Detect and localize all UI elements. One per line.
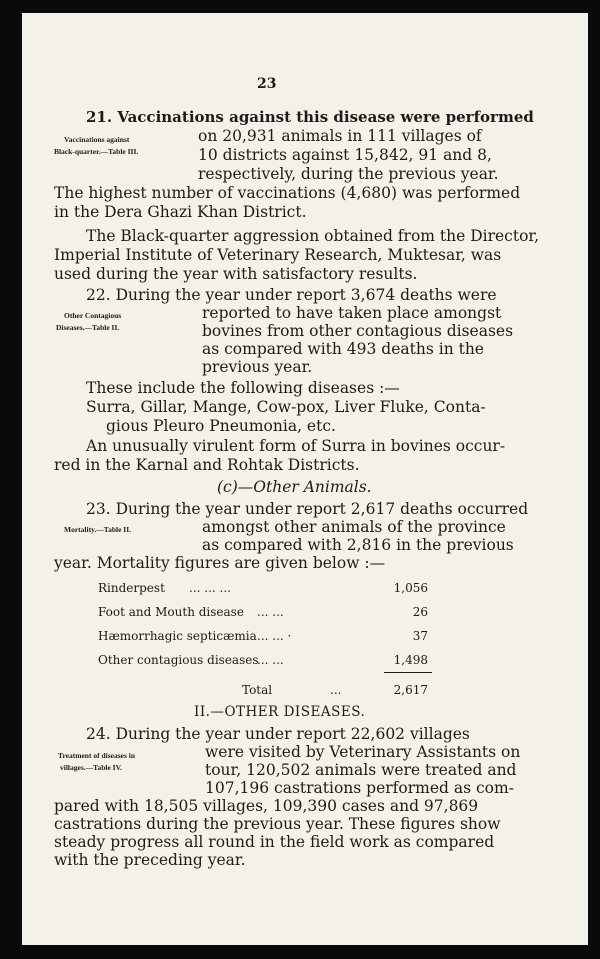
- para-22c-line-1: An unusually virulent form of Surra in bovines occur-: [86, 437, 506, 455]
- para-24-line-1: 24. During the year under report 22,602 villages: [86, 725, 470, 743]
- para-22b-line-1: These include the following diseases :—: [86, 379, 400, 397]
- sidenote-vaccinations-table: Black-quarter.—Table III.: [54, 147, 139, 156]
- mortality-row-dots: ... ...: [257, 605, 284, 619]
- mortality-row-value: 1,498: [393, 653, 428, 667]
- total-rule: [384, 672, 432, 673]
- mortality-row-label: Rinderpest: [98, 581, 165, 595]
- mortality-row-value: 1,056: [393, 581, 428, 595]
- para-22-line-4: as compared with 493 deaths in the: [202, 340, 484, 358]
- sidenote-mortality: Mortality.—Table II.: [64, 525, 132, 534]
- mortality-total-dots: ...: [330, 683, 342, 697]
- para-24-line-5: pared with 18,505 villages, 109,390 cases and 97,869: [54, 797, 479, 815]
- para-21-line-5: The highest number of vaccinations (4,680) was performed: [54, 184, 521, 202]
- subheading-other-animals: (c)—Other Animals.: [217, 478, 372, 496]
- para-23-line-1: 23. During the year under report 2,617 deaths occurred: [86, 500, 529, 518]
- para-21-line-1: 21. Vaccinations against this disease were performed: [86, 108, 534, 126]
- para-21-line-6: in the Dera Ghazi Khan District.: [54, 203, 307, 221]
- para-22b-line-2: Surra, Gillar, Mange, Cow-pox, Liver Fluke, Conta-: [86, 398, 486, 416]
- para-24-line-8: with the preceding year.: [54, 851, 246, 869]
- mortality-total-label: Total: [242, 683, 273, 697]
- document-page: [22, 13, 588, 945]
- para-22-line-3: bovines from other contagious diseases: [202, 322, 514, 340]
- section-heading-other-diseases: II.—OTHER DISEASES.: [194, 704, 366, 720]
- mortality-row-dots: ... ... ...: [189, 581, 231, 595]
- mortality-row-label: Foot and Mouth disease: [98, 605, 244, 619]
- sidenote-vaccinations: Vaccinations against: [64, 135, 130, 144]
- para-23-line-4: year. Mortality figures are given below :—: [54, 554, 386, 572]
- mortality-row-label: Hæmorrhagic septicæmia: [98, 629, 257, 643]
- sidenote-contagious-table: Diseases.—Table II.: [56, 323, 120, 332]
- para-21-line-3: 10 districts against 15,842, 91 and 8,: [198, 146, 492, 164]
- mortality-total-value: 2,617: [393, 683, 428, 697]
- mortality-row-label: Other contagious diseases: [98, 653, 259, 667]
- para-21b-line-2: Imperial Institute of Veterinary Research, Muktesar, was: [54, 246, 502, 264]
- page-number: 23: [257, 76, 277, 92]
- sidenote-treatment-table: villages.—Table IV.: [60, 763, 122, 772]
- para-22-line-2: reported to have taken place amongst: [202, 304, 502, 322]
- sidenote-treatment: Treatment of diseases in: [58, 751, 136, 760]
- para-22-line-5: previous year.: [202, 358, 313, 376]
- para-24-line-7: steady progress all round in the field work as compared: [54, 833, 495, 851]
- mortality-row-value: 26: [412, 605, 428, 619]
- para-23-line-3: as compared with 2,816 in the previous: [202, 536, 514, 554]
- para-22c-line-2: red in the Karnal and Rohtak Districts.: [54, 456, 360, 474]
- mortality-row-value: 37: [412, 629, 428, 643]
- para-22b-line-3: gious Pleuro Pneumonia, etc.: [106, 417, 336, 435]
- para-24-line-3: tour, 120,502 animals were treated and: [205, 761, 517, 779]
- para-21b-line-1: The Black-quarter aggression obtained from the Director,: [86, 227, 540, 245]
- para-21-line-4: respectively, during the previous year.: [198, 165, 499, 183]
- mortality-row-dots: ... ... ·: [257, 629, 292, 643]
- sidenote-contagious: Other Contagious: [64, 311, 122, 320]
- para-22-line-1: 22. During the year under report 3,674 deaths were: [86, 286, 497, 304]
- para-24-line-2: were visited by Veterinary Assistants on: [205, 743, 521, 761]
- mortality-row-dots: ... ...: [257, 653, 284, 667]
- para-24-line-4: 107,196 castrations performed as com-: [205, 779, 514, 797]
- para-24-line-6: castrations during the previous year. These figures show: [54, 815, 501, 833]
- para-21-line-2: on 20,931 animals in 111 villages of: [198, 127, 482, 145]
- para-21b-line-3: used during the year with satisfactory results.: [54, 265, 418, 283]
- para-23-line-2: amongst other animals of the province: [202, 518, 506, 536]
